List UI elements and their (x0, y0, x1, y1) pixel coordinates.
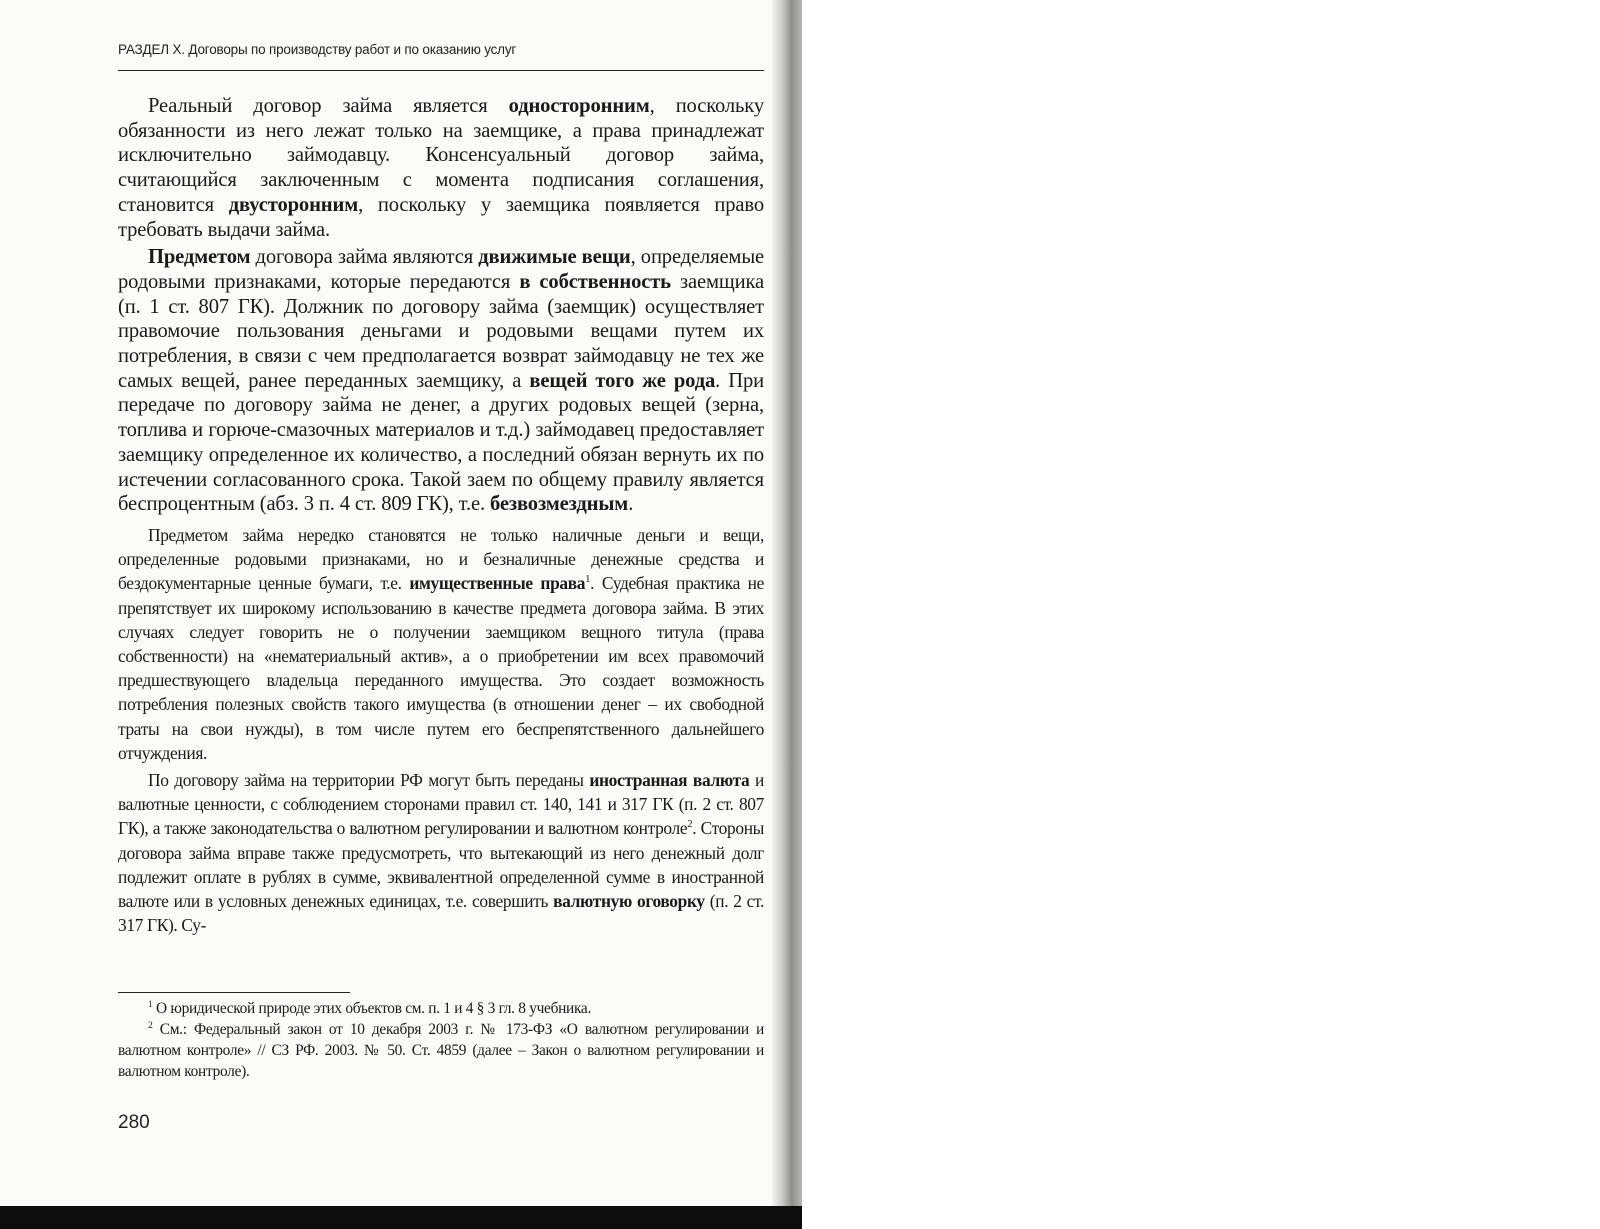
text-run: . (628, 493, 634, 516)
text-run: . Стороны договора займа вправе также предусмотреть, что вытекающий из него денежный долг подлежит оплате в рублях в сумме, эквивалентной определенной сумме в иностранной валюте или в условных денежных единицах, т.е. совершить (118, 818, 764, 911)
footnote-mark: 2 (148, 1019, 153, 1031)
text-run: Предметом займа нередко становятся не только наличные деньги и вещи, определенные родовыми признаками, но и безналичные денежные средства и бездокументарные ценные бумаги, т.е. (118, 524, 764, 594)
bold-term: Предметом (148, 246, 251, 269)
paragraph-2 (118, 245, 764, 517)
paragraph-4 (118, 768, 764, 937)
text-run: , определяемые родовыми признаками, которые передаются (118, 246, 764, 293)
page-number: 280 (118, 1112, 150, 1133)
book-spine-shadow (772, 0, 802, 1229)
text-run: Реальный договор займа является (148, 95, 509, 117)
text-run: заемщика (п. 1 ст. 807 ГК). Должник по договору займа (заемщик) осуществляет правомочие пользования деньгами и родовыми вещами путем их потребления, в связи с чем предполагается возврат займодавцу не тех же самых вещей, ранее переданных заемщику, а (118, 270, 765, 392)
bold-term: валютную оговорку (553, 891, 705, 911)
bold-term: безвозмездным (489, 493, 629, 516)
bold-term: имущественные права (409, 573, 586, 594)
body-text (118, 94, 764, 940)
text-run: По договору займа на территории РФ могут быть переданы (148, 769, 590, 790)
bold-term: иностранная валюта (589, 769, 750, 790)
text-run: , поскольку обязанности из него лежат только на заемщике, а права принадлежат исключительно займодавцу. Консенсуальный договор займа, считающийся заключенным с момента подписания соглашения, становится (118, 95, 764, 216)
text-run: . При передаче по договору займа не денег, а других родовых вещей (зерна, топлива и горюче-смазочных материалов и т.д.) займодавец предоставляет заемщику определенное их количество, а последний обязан вернуть их по истечении согласованного срока. Такой заем по общему правилу является беспроцентным (абз. 3 п. 4 ст. 809 ГК), т.е. (118, 369, 764, 516)
footnote-2 (118, 1019, 764, 1082)
bold-term: вещей того же рода (529, 369, 716, 392)
bold-term: в собственность (519, 270, 671, 293)
footnote-text: См.: Федеральный закон от 10 декабря 2003 г. № 173-ФЗ «О валютном регулировании и валютном контроле» // СЗ РФ. 2003. № 50. Ст. 4859 (далее – Закон о валютном регулировании и валютном контроле). (118, 1021, 764, 1080)
header-rule (118, 70, 764, 71)
bold-term: односторонним (508, 95, 650, 117)
bold-term: движимые вещи (478, 246, 631, 269)
footnote-mark: 1 (148, 998, 153, 1010)
paragraph-1 (118, 94, 764, 242)
footnote-ref-1: 1 (585, 573, 591, 586)
footnote-text: О юридической природе этих объектов см. п. 1 и 4 § 3 гл. 8 учебника. (152, 1000, 592, 1017)
text-run: договора займа являются (250, 246, 479, 269)
paragraph-3 (118, 523, 764, 765)
scan-edge-bar (0, 1206, 802, 1229)
footnote-ref-2: 2 (687, 818, 693, 831)
footnotes (118, 998, 764, 1082)
text-run: (п. 2 ст. 317 ГК). Су- (118, 891, 764, 936)
text-run: , поскольку у заемщика появляется право требовать выдачи займа. (118, 193, 764, 241)
text-run: . Судебная практика не препятствует их широкому использованию в качестве предмета договора займа. В этих случаях следует говорить не о получении заемщиком вещного титула (права собственности) на «нематериальный актив», а о приобретении им всех правомочий предшествующего владельца переданного имущества. Это создает возможность потребления полезных свойств такого имущества (в отношении денег – их свободной траты на свои нужды), в том числе путем его беспрепятственного дальнейшего отчуждения. (118, 573, 764, 763)
footnote-1 (118, 998, 764, 1019)
footnote-rule (118, 992, 350, 993)
running-head: РАЗДЕЛ X. Договоры по производству работ и по оказанию услуг (118, 42, 517, 57)
text-run: и валютные ценности, с соблюдением сторонами правил ст. 140, 141 и 317 ГК (п. 2 ст. 807 ГК), а также законодательства о валютном регулировании и валютном контроле (118, 769, 764, 839)
bold-term: двусторонним (228, 193, 359, 216)
